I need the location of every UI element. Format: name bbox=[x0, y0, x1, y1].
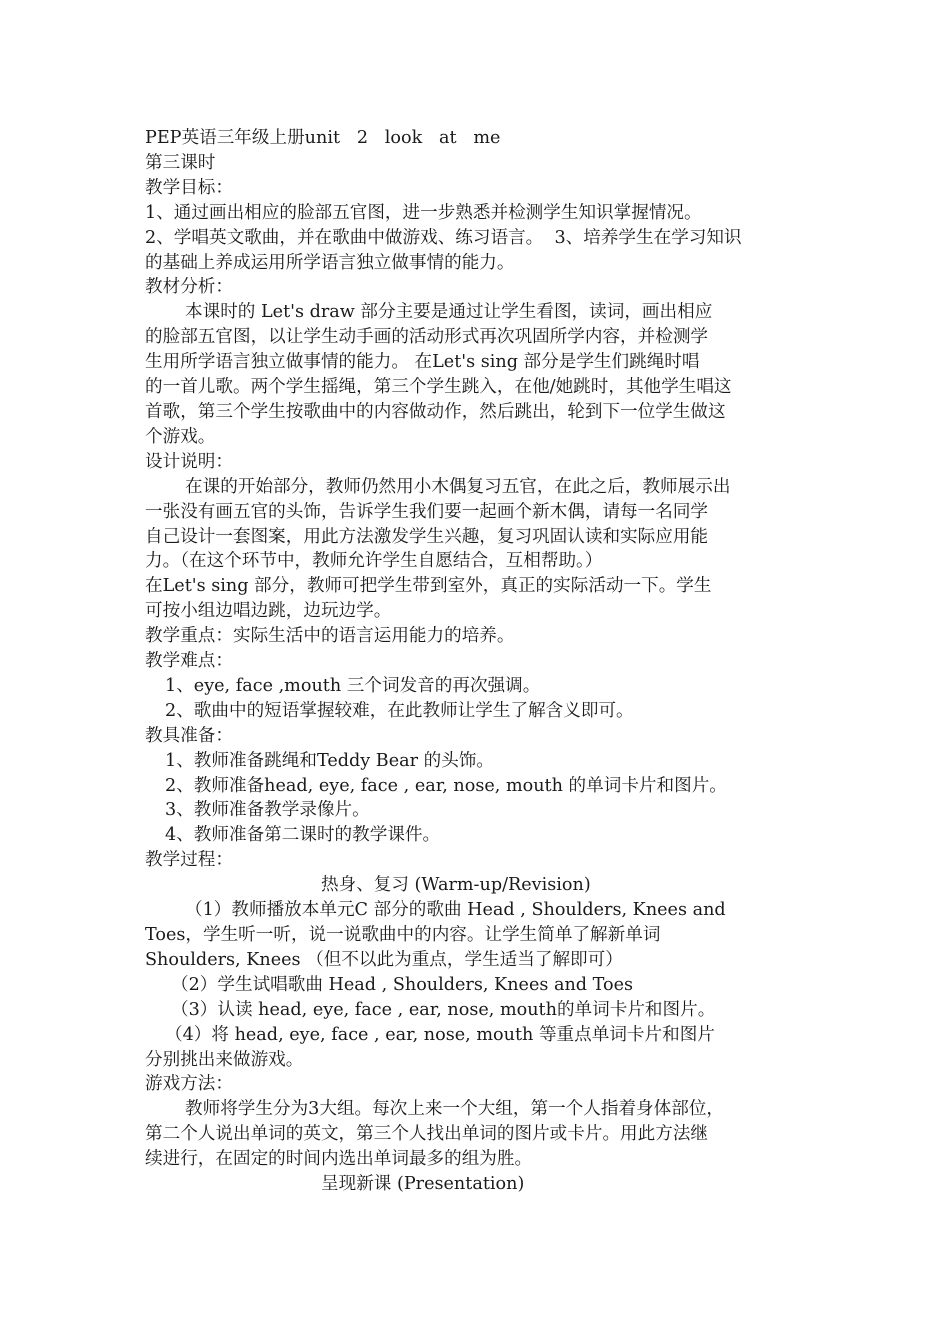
analysis-line: 生用所学语言独立做事情的能力。 在Let's sing 部分是学生们跳绳时唱 bbox=[145, 352, 700, 373]
doc-title: PEP英语三年级上册unit 2 look at me bbox=[145, 128, 501, 148]
design-line: 在课的开始部分，教师仍然用小木偶复习五官，在此之后，教师展示出 bbox=[185, 476, 731, 497]
design-line: 在Let's sing 部分，教师可把学生带到室外，真正的实际活动一下。学生 bbox=[145, 576, 712, 597]
analysis-heading: 教材分析： bbox=[145, 277, 233, 298]
goal-line: 2、学唱英文歌曲，并在歌曲中做游戏、练习语言。 3、培养学生在学习知识 bbox=[145, 227, 742, 248]
warmup-line: Shoulders, Knees （但不以此为重点，学生适当了解即可） bbox=[145, 949, 623, 970]
goal-line: 的基础上养成运用所学语言独立做事情的能力。 bbox=[145, 252, 515, 273]
design-line: 力。（在这个环节中，教师允许学生自愿结合，互相帮助。） bbox=[145, 551, 603, 572]
difficulty-heading: 教学难点： bbox=[145, 651, 233, 672]
warmup-line: （1）教师播放本单元C 部分的歌曲 Head , Shoulders, Knees and bbox=[185, 900, 726, 921]
warmup-line: （3）认读 head, eye, face , ear, nose, mouth的单词卡片和图片。 bbox=[171, 999, 716, 1020]
design-line: 可按小组边唱边跳，边玩边学。 bbox=[145, 601, 392, 622]
goal-line: 1、通过画出相应的脸部五官图，进一步熟悉并检测学生知识掌握情况。 bbox=[145, 202, 702, 223]
game-line: 续进行，在固定的时间内选出单词最多的组为胜。 bbox=[145, 1149, 533, 1170]
game-heading: 游戏方法： bbox=[145, 1074, 233, 1095]
warmup-line: Toes，学生听一听，说一说歌曲中的内容。让学生简单了解新单词 bbox=[145, 925, 661, 945]
analysis-line: 的一首儿歌。两个学生摇绳，第三个学生跳入，在他/她跳时，其他学生唱这 bbox=[145, 377, 732, 398]
goals-heading: 教学目标： bbox=[145, 177, 233, 198]
difficulty-item: 1、eye, face ,mouth 三个词发音的再次强调。 bbox=[165, 675, 541, 696]
tools-item: 3、教师准备教学录像片。 bbox=[165, 800, 370, 821]
game-line: 教师将学生分为3大组。每次上来一个大组，第一个人指着身体部位， bbox=[185, 1099, 725, 1120]
tools-item: 1、教师准备跳绳和Teddy Bear 的头饰。 bbox=[165, 750, 494, 771]
tools-item: 2、教师准备head, eye, face , ear, nose, mouth 的单词卡片和图片。 bbox=[165, 775, 727, 796]
tools-heading: 教具准备： bbox=[145, 725, 233, 746]
analysis-line: 的脸部五官图，以让学生动手画的活动形式再次巩固所学内容，并检测学 bbox=[145, 327, 709, 348]
design-line: 自己设计一套图案，用此方法激发学生兴趣，复习巩固认读和实际应用能 bbox=[145, 526, 709, 547]
key-point: 教学重点：实际生活中的语言运用能力的培养。 bbox=[145, 626, 515, 647]
game-line: 第二个人说出单词的英文，第三个人找出单词的图片或卡片。用此方法继 bbox=[145, 1124, 709, 1145]
warmup-line: （4）将 head, eye, face , ear, nose, mouth 等重点单词卡片和图片 bbox=[165, 1024, 715, 1045]
presentation-title: 呈现新课 (Presentation) bbox=[321, 1174, 525, 1195]
warmup-line: 分别挑出来做游戏。 bbox=[145, 1049, 304, 1070]
warmup-title: 热身、复习 (Warm-up/Revision) bbox=[321, 875, 591, 896]
design-line: 一张没有画五官的头饰，告诉学生我们要一起画个新木偶，请每一名同学 bbox=[145, 501, 709, 522]
analysis-line: 个游戏。 bbox=[145, 426, 216, 447]
process-heading: 教学过程： bbox=[145, 850, 233, 871]
difficulty-item: 2、歌曲中的短语掌握较难，在此教师让学生了解含义即可。 bbox=[165, 700, 634, 721]
document-body bbox=[145, 126, 813, 1197]
tools-item: 4、教师准备第二课时的教学课件。 bbox=[165, 825, 441, 846]
design-heading: 设计说明： bbox=[145, 451, 233, 472]
warmup-line: （2）学生试唱歌曲 Head , Shoulders, Knees and Toes bbox=[171, 974, 634, 995]
analysis-line: 首歌，第三个学生按歌曲中的内容做动作，然后跳出，轮到下一位学生做这 bbox=[145, 401, 726, 422]
lesson-label: 第三课时 bbox=[145, 152, 216, 173]
analysis-line: 本课时的 Let's draw 部分主要是通过让学生看图，读词，画出相应 bbox=[185, 302, 713, 323]
